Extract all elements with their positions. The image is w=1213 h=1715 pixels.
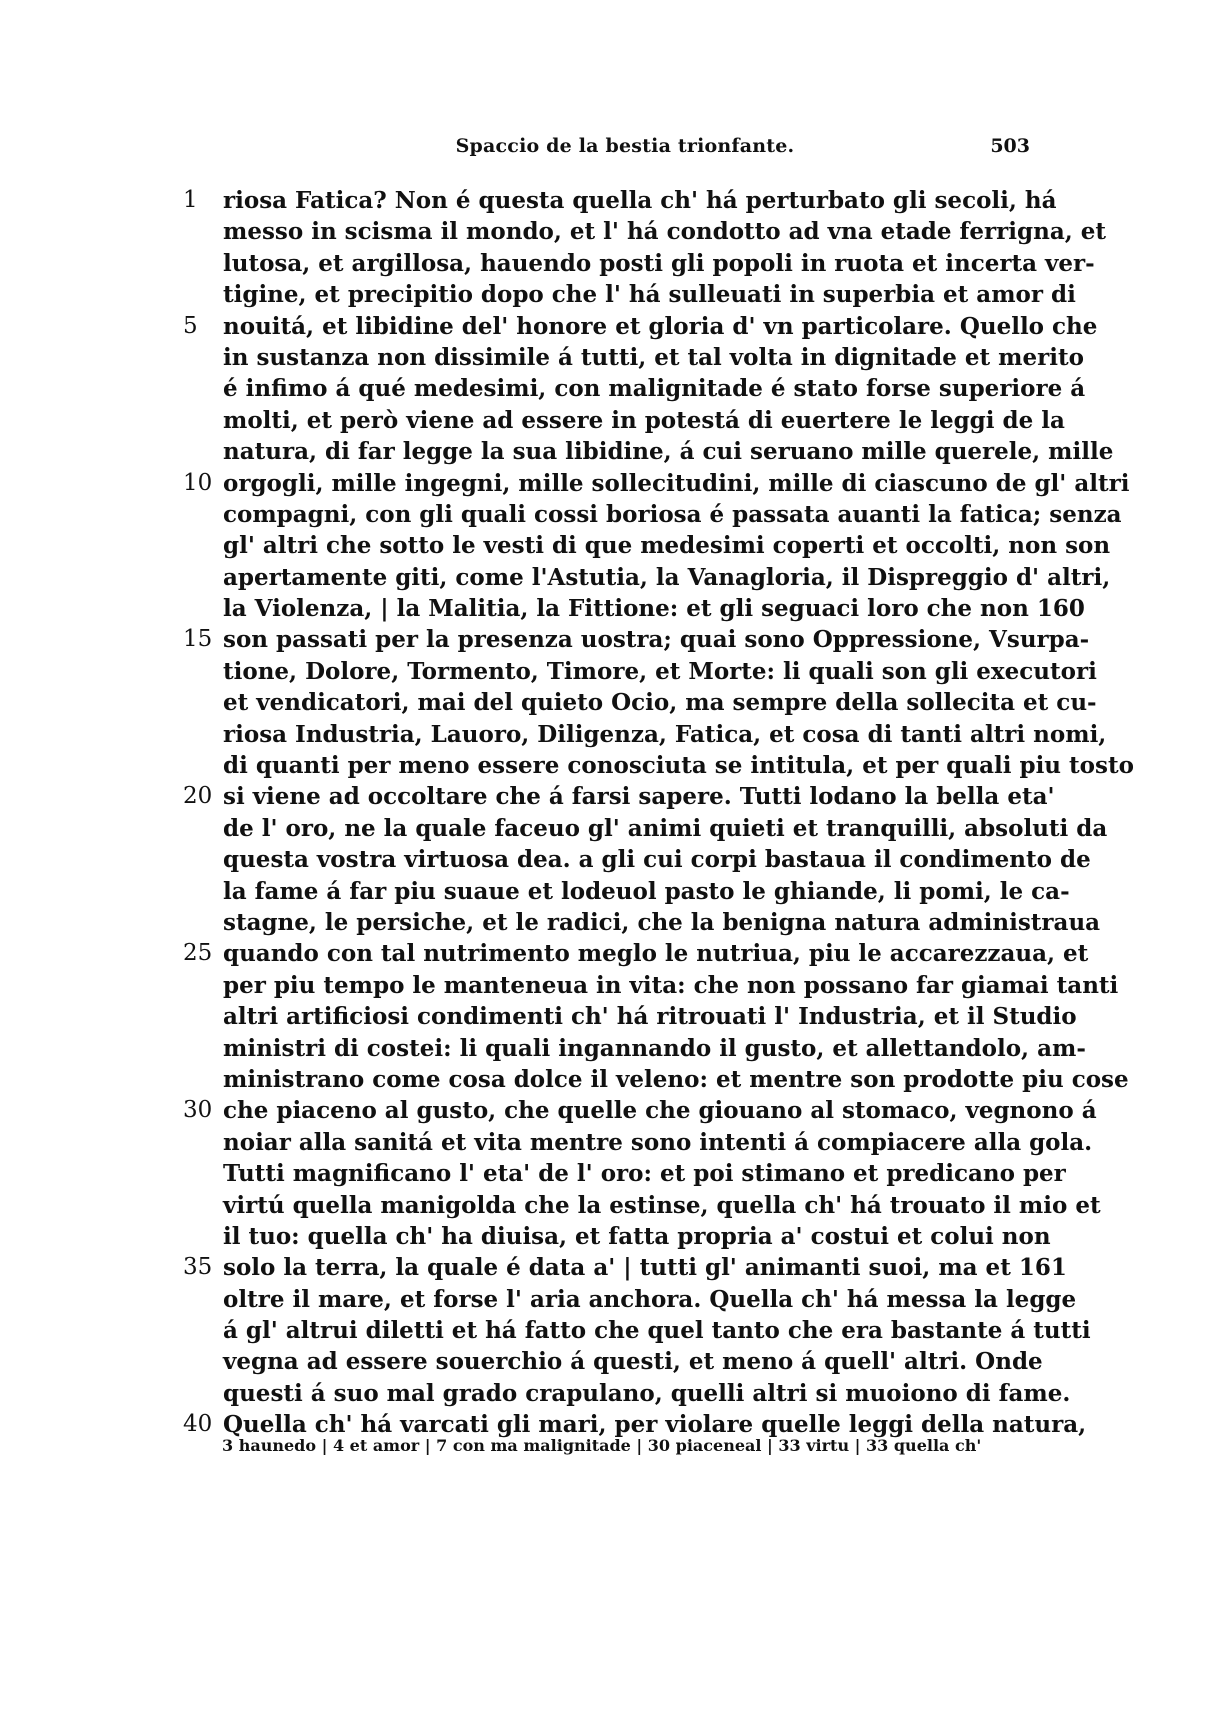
text-line: [183, 1378, 1071, 1409]
line-text: orgogli, mille ingegni, mille sollecitudini, mille di ciascuno de gl' altri: [223, 469, 1130, 497]
line-text: che piaceno al gusto, che quelle che giouano al stomaco, vegnono á: [223, 1097, 1097, 1125]
text-line: [183, 216, 1107, 247]
text-line: [183, 593, 1085, 624]
line-text: apertamente giti, come l'Astutia, la Vanagloria, il Dispreggio d' altri,: [223, 563, 1111, 591]
text-line: [183, 342, 1084, 373]
line-text: tione, Dolore, Tormento, Timore, et Morte: li quali son gli executori: [223, 657, 1097, 685]
line-text: il tuo: quella ch' ha diuisa, et fatta propria a' costui et colui non: [223, 1222, 1051, 1250]
text-line: [183, 530, 1111, 561]
page-header: [220, 135, 1030, 165]
text-line: [183, 1346, 1043, 1377]
text-line: [183, 373, 1086, 404]
text-line: [183, 970, 1119, 1001]
text-line: [183, 1252, 1067, 1283]
line-text: la Violenza, | la Malitia, la Fittione: et gli seguaci loro che non 160: [223, 595, 1085, 623]
line-text: noiar alla sanitá et vita mentre sono intenti á compiacere alla gola.: [223, 1128, 1093, 1156]
line-text: di quanti per meno essere conosciuta se intitula, et per quali piu tosto: [223, 752, 1134, 780]
line-number: 5: [183, 312, 198, 339]
line-text: á gl' altrui diletti et há fatto che quel tanto che era bastante á tutti: [223, 1317, 1091, 1345]
line-text: riosa Industria, Lauoro, Diligenza, Fatica, et cosa di tanti altri nomi,: [223, 720, 1107, 748]
line-number: 35: [183, 1254, 213, 1281]
line-text: messo in scisma il mondo, et l' há condotto ad vna etade ferrigna, et: [223, 218, 1107, 246]
line-text: et vendicatori, mai del quieto Ocio, ma sempre della sollecita et cu-: [223, 689, 1097, 717]
line-text: son passati per la presenza uostra; quai sono Oppressione, Vsurpa-: [223, 626, 1090, 654]
line-number: 30: [183, 1097, 213, 1124]
text-line: [183, 562, 1111, 593]
line-text: gl' altri che sotto le vesti di que medesimi coperti et occolti, non son: [223, 532, 1111, 560]
line-text: altri artificiosi condimenti ch' há ritrouati l' Industria, et il Studio: [223, 1003, 1077, 1031]
line-text: nouitá, et libidine del' honore et gloria d' vn particolare. Quello che: [223, 312, 1098, 340]
text-line: [183, 279, 1076, 310]
line-text: virtú quella manigolda che la estinse, quella ch' há trouato il mio et: [223, 1191, 1101, 1219]
text-line: [183, 1284, 1077, 1315]
line-text: si viene ad occoltare che á farsi sapere. Tutti lodano la bella eta': [223, 783, 1055, 811]
line-text: riosa Fatica? Non é questa quella ch' há perturbato gli secoli, há: [223, 187, 1057, 214]
line-text: Quella ch' há varcati gli mari, per violare quelle leggi della natura,: [223, 1411, 1087, 1439]
line-text: per piu tempo le manteneua in vita: che non possano far giamai tanti: [223, 971, 1119, 999]
text-line: [183, 499, 1122, 530]
text-line: [183, 311, 1098, 342]
line-number: 15: [183, 626, 213, 653]
footnotes: 3 haunedo | 4 et amor | 7 con ma malignitade | 30 piaceneal | 33 virtu | 33 quella ch': [222, 1436, 982, 1455]
line-number: 20: [183, 783, 213, 810]
line-text: de l' oro, ne la quale faceuo gl' animi quieti et tranquilli, absoluti da: [223, 814, 1108, 842]
text-line: [183, 938, 1089, 969]
line-text: ministrano come cosa dolce il veleno: et mentre son prodotte piu cose: [223, 1065, 1129, 1093]
text-line: [183, 1064, 1129, 1095]
line-text: stagne, le persiche, et le radici, che la benigna natura administraua: [223, 908, 1101, 936]
text-line: [183, 813, 1108, 844]
line-text: quando con tal nutrimento meglo le nutriua, piu le accarezzaua, et: [223, 940, 1089, 968]
running-title: Spaccio de la bestia trionfante.: [455, 135, 795, 157]
line-number: 40: [183, 1411, 213, 1438]
line-text: questi á suo mal grado crapulano, quelli altri si muoiono di fame.: [223, 1379, 1071, 1407]
line-number: 1: [183, 187, 198, 213]
line-text: molti, et però viene ad essere in potestá di euertere le leggi de la: [223, 406, 1065, 434]
text-line: [183, 624, 1090, 655]
line-text: solo la terra, la quale é data a' | tutti gl' animanti suoi, ma et 161: [223, 1254, 1067, 1282]
line-text: questa vostra virtuosa dea. a gli cui corpi bastaua il condimento de: [223, 846, 1091, 874]
line-text: lutosa, et argillosa, hauendo posti gli popoli in ruota et incerta ver-: [223, 249, 1095, 277]
text-line: [183, 1221, 1051, 1252]
text-line: [183, 656, 1097, 687]
text-line: [183, 1001, 1077, 1032]
text-line: [183, 185, 1057, 216]
page-number: 503: [990, 135, 1030, 157]
text-line: [183, 844, 1091, 875]
text-line: [183, 248, 1095, 279]
line-number: 25: [183, 940, 213, 967]
line-text: vegna ad essere souerchio á questi, et meno á quell' altri. Onde: [223, 1348, 1043, 1376]
text-line: [183, 1190, 1101, 1221]
text-line: [183, 907, 1101, 938]
line-text: la fame á far piu suaue et lodeuol pasto le ghiande, li pomi, le ca-: [223, 877, 1070, 905]
line-text: ministri di costei: li quali ingannando il gusto, et allettandolo, am-: [223, 1034, 1086, 1062]
text-line: [183, 468, 1130, 499]
text-line: [183, 1158, 1066, 1189]
main-text: [183, 185, 1134, 1441]
text-line: [183, 1127, 1093, 1158]
text-line: [183, 687, 1097, 718]
line-text: oltre il mare, et forse l' aria anchora. Quella ch' há messa la legge: [223, 1285, 1077, 1313]
text-line: [183, 405, 1065, 436]
line-text: in sustanza non dissimile á tutti, et tal volta in dignitade et merito: [223, 343, 1084, 371]
line-text: compagni, con gli quali cossi boriosa é passata auanti la fatica; senza: [223, 500, 1122, 528]
line-number: 10: [183, 469, 213, 496]
line-text: natura, di far legge la sua libidine, á cui seruano mille querele, mille: [223, 438, 1114, 466]
text-line: [183, 1033, 1086, 1064]
text-line: [183, 876, 1070, 907]
text-line: [183, 750, 1134, 781]
text-line: [183, 719, 1107, 750]
text-line: [183, 1095, 1097, 1126]
line-text: é infimo á qué medesimi, con malignitade é stato forse superiore á: [223, 375, 1086, 403]
text-line: [183, 1315, 1091, 1346]
text-line: [183, 781, 1055, 812]
line-text: Tutti magnificano l' eta' de l' oro: et poi stimano et predicano per: [223, 1160, 1066, 1188]
text-line: [183, 436, 1114, 467]
line-text: tigine, et precipitio dopo che l' há sulleuati in superbia et amor di: [223, 281, 1076, 309]
